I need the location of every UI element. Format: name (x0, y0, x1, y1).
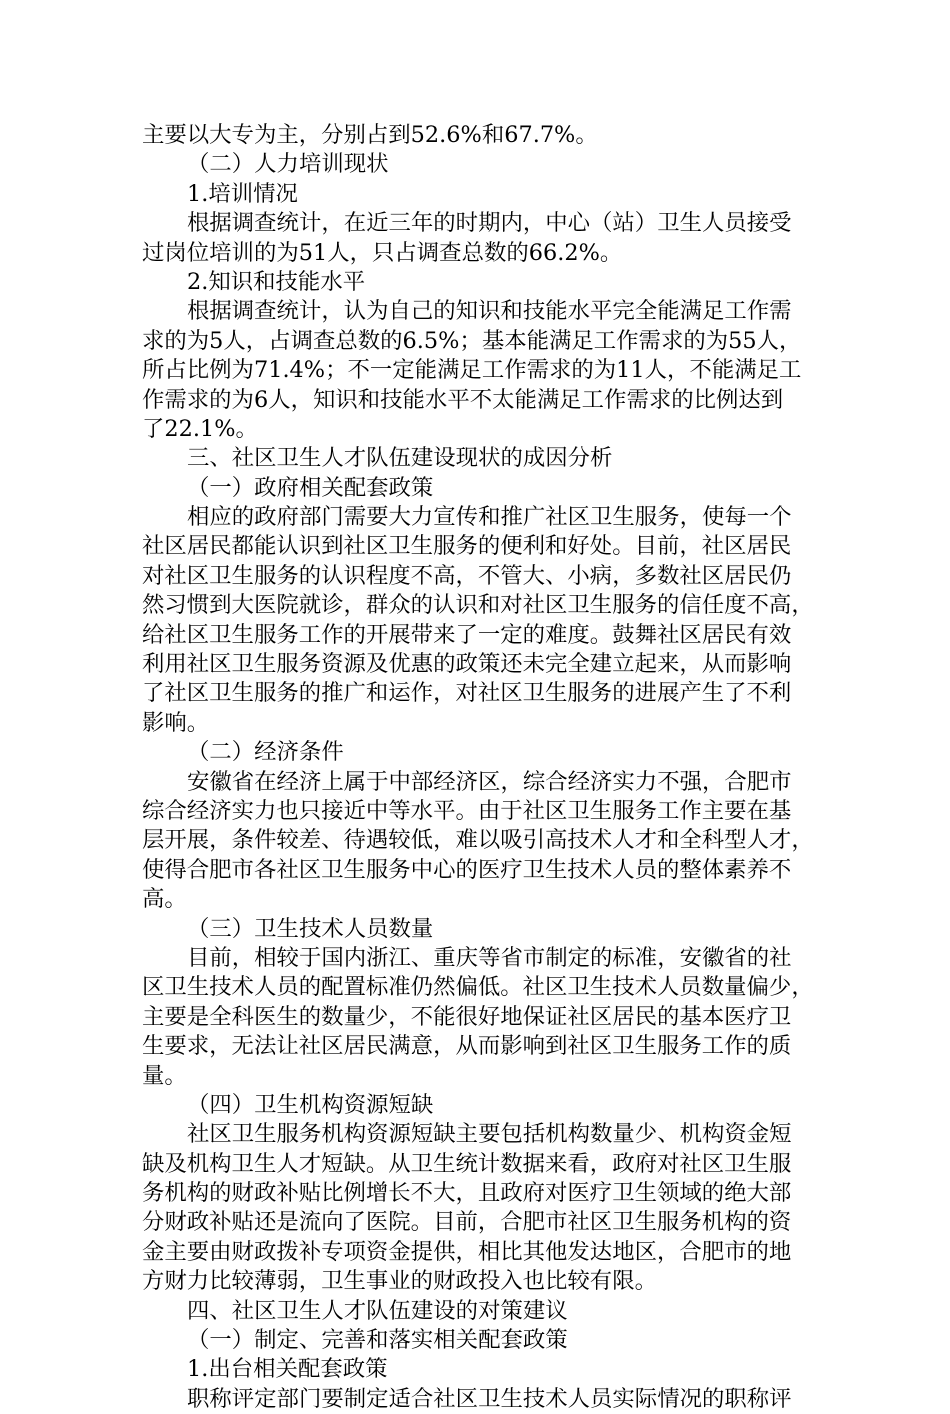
text-line: 求的为5人，占调查总数的6.5%；基本能满足工作需求的为55人， (142, 327, 802, 354)
section-heading: （一）政府相关配套政策 (187, 474, 434, 501)
section-heading: （四）卫生机构资源短缺 (187, 1091, 434, 1118)
subsection-heading: 1.培训情况 (187, 180, 298, 207)
text-line: 相应的政府部门需要大力宣传和推广社区卫生服务，使每一个 (187, 504, 792, 531)
text-line: 安徽省在经济上属于中部经济区，综合经济实力不强，合肥市 (187, 768, 792, 795)
text-line: 金主要由财政拨补专项资金提供，相比其他发达地区，合肥市的地 (142, 1238, 792, 1265)
text-line: 使得合肥市各社区卫生服务中心的医疗卫生技术人员的整体素养不 (142, 856, 792, 883)
document-page (142, 121, 814, 1414)
text-line: 根据调查统计，认为自己的知识和技能水平完全能满足工作需 (187, 298, 792, 325)
text-line: 所占比例为71.4%；不一定能满足工作需求的为11人，不能满足工 (142, 357, 802, 384)
text-line: 影响。 (142, 709, 210, 736)
text-line: 缺及机构卫生人才短缺。从卫生统计数据来看，政府对社区卫生服 (142, 1150, 792, 1177)
section-heading: （一）制定、完善和落实相关配套政策 (187, 1327, 568, 1354)
text-line: 然习惯到大医院就诊，群众的认识和对社区卫生服务的信任度不高， (142, 592, 814, 619)
text-line: 目前，相较于国内浙江、重庆等省市制定的标准，安徽省的社 (187, 944, 792, 971)
text-line: 生要求，无法让社区居民满意，从而影响到社区卫生服务工作的质 (142, 1033, 792, 1060)
text-line: 过岗位培训的为51人，只占调查总数的66.2%。 (142, 239, 623, 266)
text-line: 分财政补贴还是流向了医院。目前，合肥市社区卫生服务机构的资 (142, 1209, 792, 1236)
subsection-heading: 1.出台相关配套政策 (187, 1356, 388, 1383)
text-line: 主要是全科医生的数量少，不能很好地保证社区居民的基本医疗卫 (142, 1003, 792, 1030)
text-line: 综合经济实力也只接近中等水平。由于社区卫生服务工作主要在基 (142, 797, 792, 824)
text-line: 主要以大专为主，分别占到52.6%和67.7%。 (142, 122, 598, 148)
section-heading: （二）人力培训现状 (187, 151, 389, 178)
text-line: 对社区卫生服务的认识程度不高，不管大、小病，多数社区居民仍 (142, 562, 792, 589)
text-line: 作需求的为6人，知识和技能水平不太能满足工作需求的比例达到 (142, 386, 784, 413)
section-heading: （三）卫生技术人员数量 (187, 915, 434, 942)
text-line: 了社区卫生服务的推广和运作，对社区卫生服务的进展产生了不利 (142, 680, 792, 707)
text-line: 方财力比较薄弱，卫生事业的财政投入也比较有限。 (142, 1268, 657, 1295)
text-line: 给社区卫生服务工作的开展带来了一定的难度。鼓舞社区居民有效 (142, 621, 792, 648)
subsection-heading: 2.知识和技能水平 (187, 268, 366, 295)
text-line: 根据调查统计，在近三年的时期内，中心（站）卫生人员接受 (187, 210, 792, 237)
chapter-heading: 三、社区卫生人才队伍建设现状的成因分析 (187, 445, 613, 472)
text-line: 社区居民都能认识到社区卫生服务的便利和好处。目前，社区居民 (142, 533, 792, 560)
section-heading: （二）经济条件 (187, 739, 344, 766)
text-line: 高。 (142, 886, 187, 913)
text-line: 了22.1%。 (142, 415, 258, 442)
text-line: 利用社区卫生服务资源及优惠的政策还未完全建立起来，从而影响 (142, 651, 792, 678)
text-line: 职称评定部门要制定适合社区卫生技术人员实际情况的职称评 (187, 1385, 792, 1412)
text-line: 社区卫生服务机构资源短缺主要包括机构数量少、机构资金短 (187, 1121, 792, 1148)
text-line: 层开展，条件较差、待遇较低，难以吸引高技术人才和全科型人才， (142, 827, 814, 854)
text-line: 区卫生技术人员的配置标准仍然偏低。社区卫生技术人员数量偏少， (142, 974, 814, 1001)
text-line: 务机构的财政补贴比例增长不大，且政府对医疗卫生领域的绝大部 (142, 1180, 792, 1207)
chapter-heading: 四、社区卫生人才队伍建设的对策建议 (187, 1297, 568, 1324)
text-line: 量。 (142, 1062, 187, 1089)
